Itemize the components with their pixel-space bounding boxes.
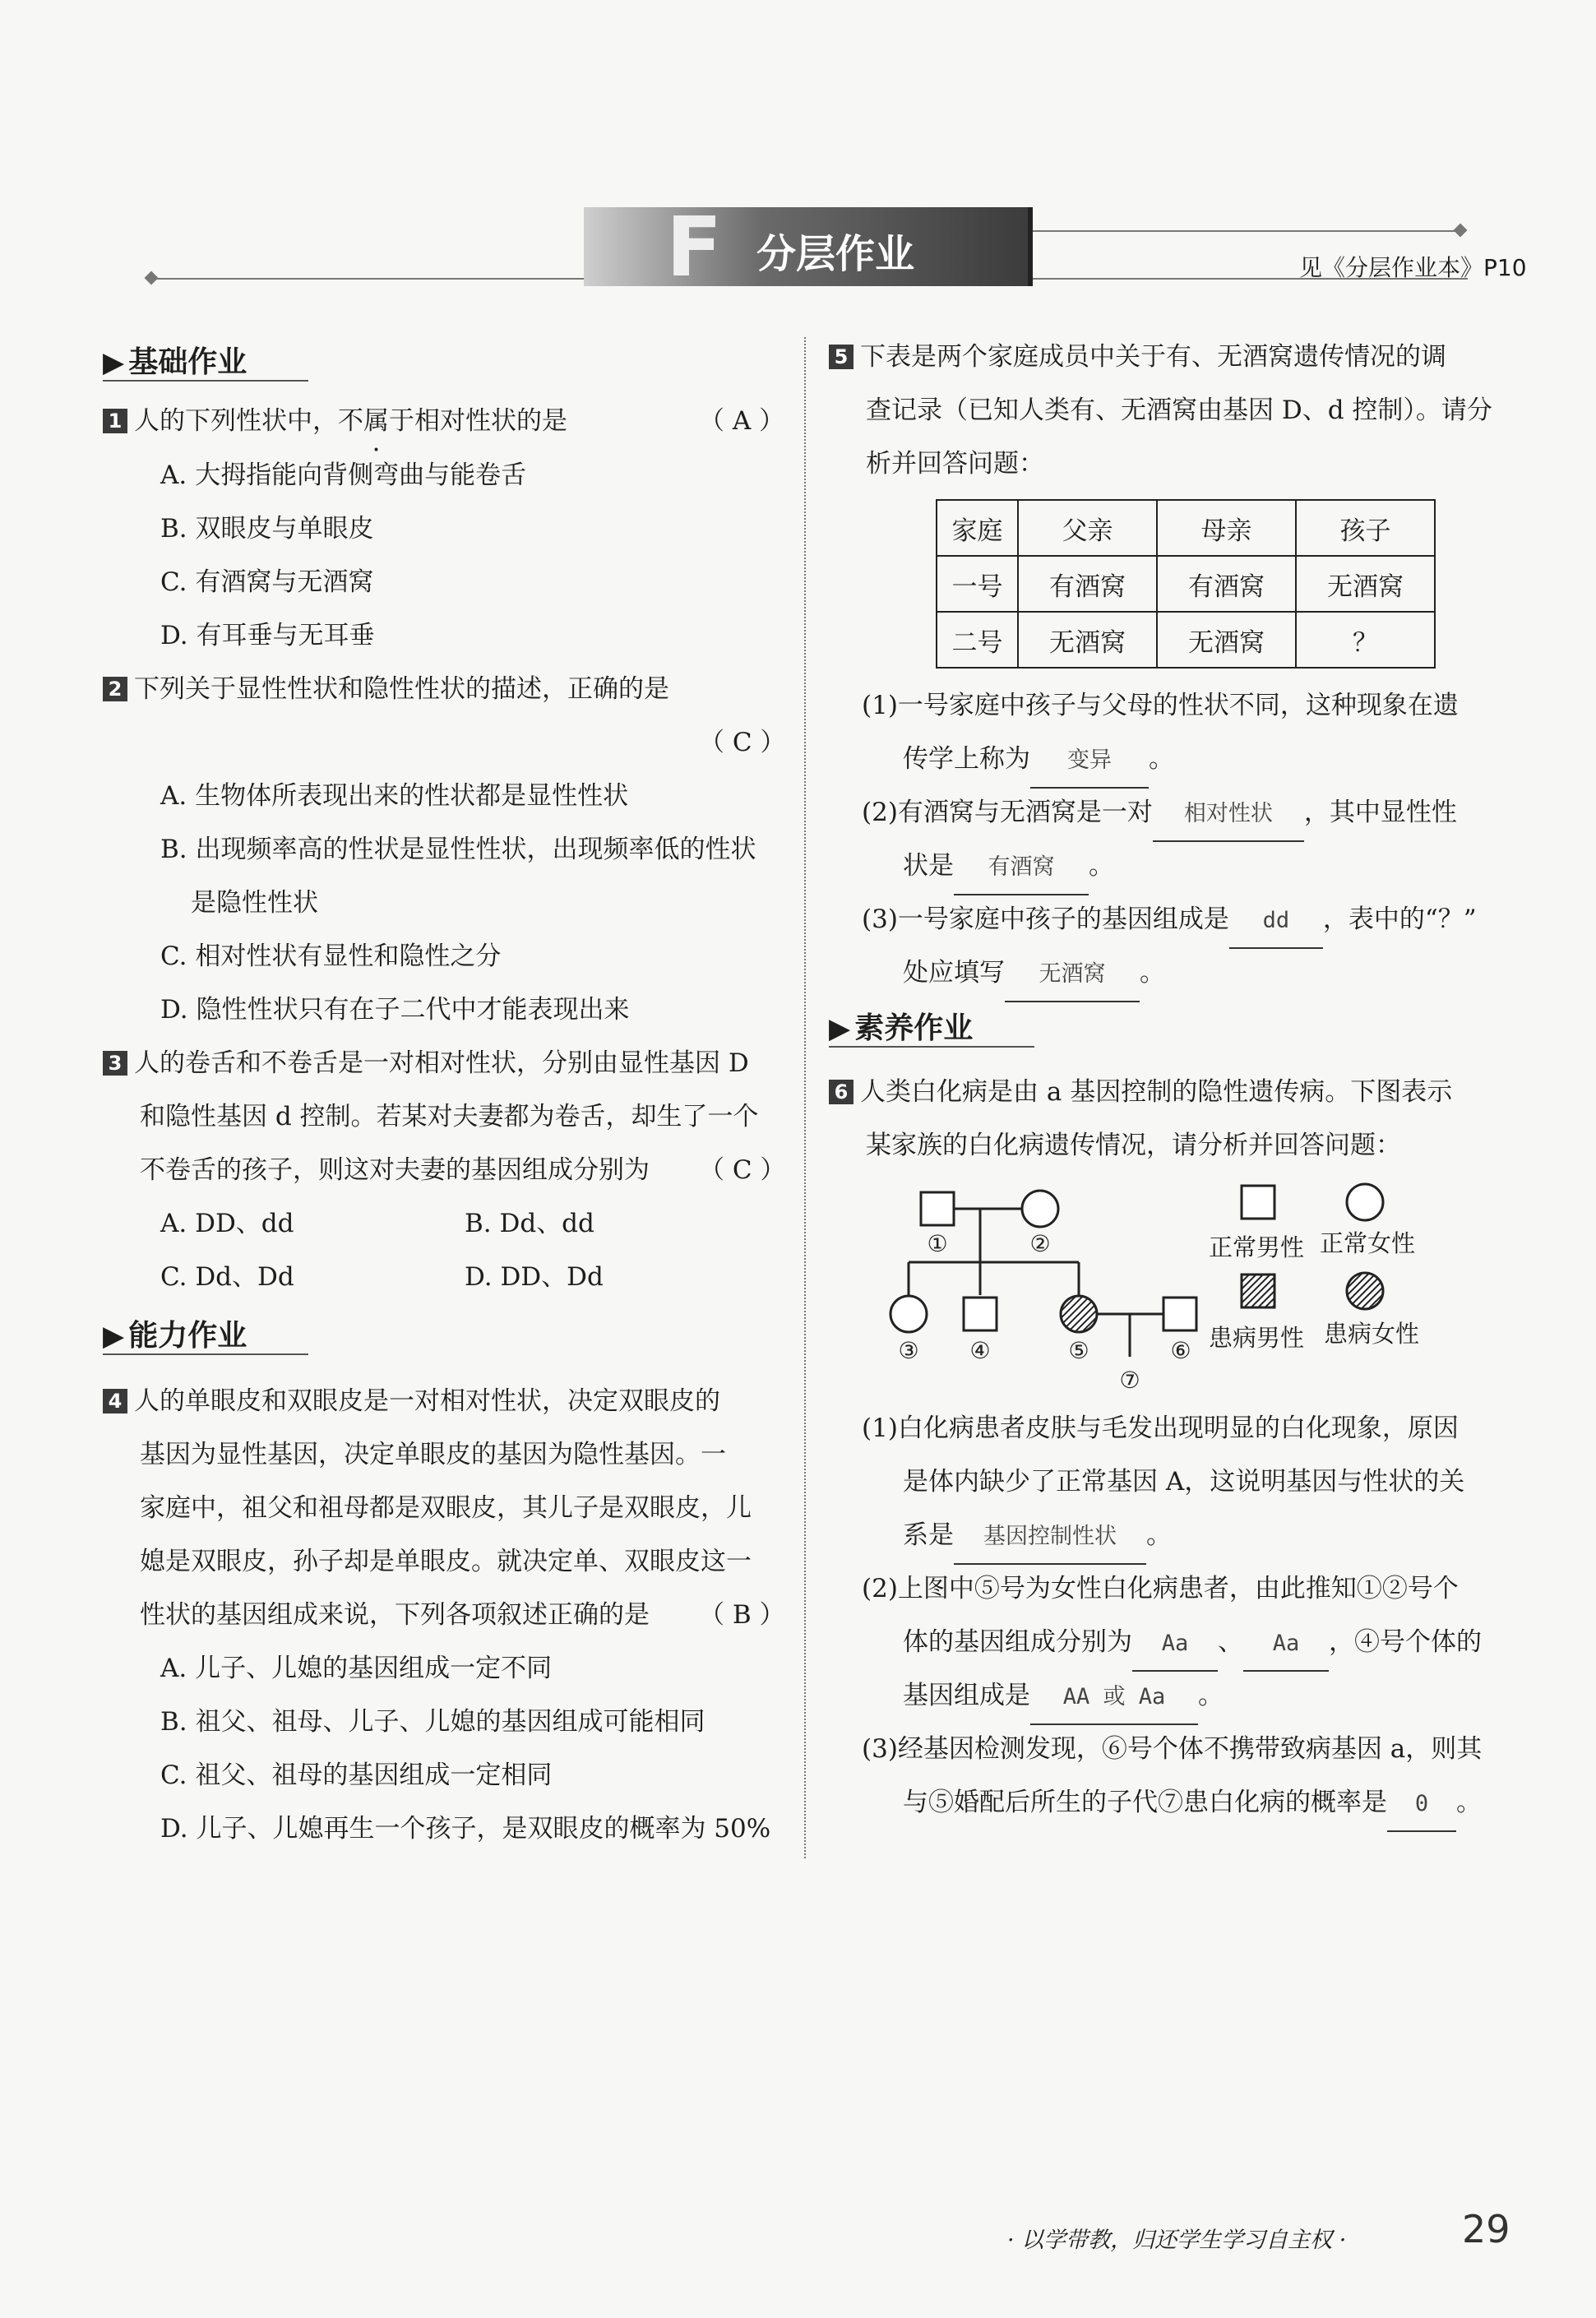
q4-stem-4: 媳是双眼皮，孙子却是单眼皮。就决定单、双眼皮这一 xyxy=(140,1547,752,1576)
q1-option-c: C. 有酒窝与无酒窝 xyxy=(160,567,374,597)
q1-answer: （ A ） xyxy=(699,406,785,436)
q5-sub1-line2: 传学上称为 变异 。 xyxy=(903,733,1174,789)
answer-variation: 变异 xyxy=(1030,734,1149,789)
q4-option-b: B. 祖父、祖母、儿子、儿媳的基因组成可能相同 xyxy=(160,1707,705,1737)
q5-sub1-line1: (1)一号家庭中孩子与父母的性状不同，这种现象在遗 xyxy=(862,691,1459,720)
dimple-table xyxy=(936,499,1436,669)
table-cell: 无酒窝 xyxy=(1018,612,1157,668)
q4-option-c: C. 祖父、祖母的基因组成一定相同 xyxy=(160,1760,553,1790)
q2-option-b: B. 出现频率高的性状是显性性状，出现频率低的性状 xyxy=(160,835,756,864)
section-literacy xyxy=(829,1005,973,1048)
q3-stem-3: 不卷舌的孩子，则这对夫妻的基因组成分别为 xyxy=(140,1155,650,1185)
header-line-right-dot xyxy=(1454,224,1468,238)
table-cell: 一号 xyxy=(937,556,1018,612)
q4-option-a: A. 儿子、儿媳的基因组成一定不同 xyxy=(160,1654,553,1683)
q5-stem-2: 查记录（已知人类有、无酒窝由基因 D、d 控制）。请分 xyxy=(866,396,1492,425)
q1-stem: 1 人的下列性状中，不属于相对性状的是 xyxy=(103,395,567,447)
answer-genotype-2: Aa xyxy=(1243,1617,1329,1672)
q1-option-b: B. 双眼皮与单眼皮 xyxy=(160,514,374,544)
q6-sub2-line3: 基因组成是 AA 或 Aa 。 xyxy=(903,1669,1224,1725)
q4-option-d: D. 儿子、儿媳再生一个孩子，是双眼皮的概率为 50% xyxy=(160,1814,771,1844)
column-divider xyxy=(804,337,806,1858)
arrow-icon: ▶ xyxy=(103,346,125,379)
q2-stem: 2 下列关于显性性状和隐性性状的描述，正确的是 xyxy=(103,663,669,715)
q4-stem-2: 基因为显性基因，决定单眼皮的基因为隐性基因。一 xyxy=(140,1440,726,1469)
pedigree-label: ⑥ xyxy=(1170,1337,1191,1364)
q1-option-d: D. 有耳垂与无耳垂 xyxy=(160,621,375,650)
pedigree-label: ② xyxy=(1029,1230,1051,1257)
table-row xyxy=(937,556,1435,612)
table-cell: ？ xyxy=(1296,612,1435,668)
q5-stem-1: 5 下表是两个家庭成员中关于有、无酒窝遗传情况的调 xyxy=(829,331,1446,383)
q3-answer: （ C ） xyxy=(699,1155,786,1185)
q5-sub3-line2: 处应填写 无酒窝 。 xyxy=(903,946,1165,1002)
q2-option-d: D. 隐性性状只有在子二代中才能表现出来 xyxy=(160,995,630,1025)
q6-stem-2: 某家族的白化病遗传情况，请分析并回答问题： xyxy=(866,1131,1401,1160)
q5-sub2-line1: (2)有酒窝与无酒窝是一对 相对性状 ，其中显性性 xyxy=(862,786,1457,842)
q3-number: 3 xyxy=(103,1051,127,1076)
legend-affected-male: 患病男性 xyxy=(1209,1324,1305,1352)
legend-normal-male: 正常男性 xyxy=(1209,1233,1305,1261)
pedigree-label: ① xyxy=(927,1230,948,1257)
q6-sub1-line1: (1)白化病患者皮肤与毛发出现明显的白化现象，原因 xyxy=(862,1413,1459,1443)
q6-number: 6 xyxy=(829,1080,854,1104)
banner xyxy=(584,199,1033,295)
q5-sub2-line2: 状是 有酒窝 。 xyxy=(903,840,1114,895)
table-cell: 有酒窝 xyxy=(1157,556,1296,612)
q2-answer: （ C ） xyxy=(699,728,786,757)
answer-genotype: dd xyxy=(1229,895,1323,949)
legend-normal-male-icon xyxy=(1242,1186,1274,1219)
pedigree-female-affected xyxy=(1061,1296,1097,1332)
q4-stem-3: 家庭中，祖父和祖母都是双眼皮，其儿子是双眼皮，儿 xyxy=(140,1493,752,1523)
q2-option-a: A. 生物体所表现出来的性状都是显性性状 xyxy=(160,781,629,811)
section-literacy-title: 素养作业 xyxy=(854,1011,974,1045)
section-basic xyxy=(103,339,247,382)
table-cell: 无酒窝 xyxy=(1157,612,1296,668)
pedigree-label: ⑦ xyxy=(1119,1367,1140,1394)
q1-number: 1 xyxy=(103,409,127,433)
q6-sub2-line2: 体的基因组成分别为 Aa 、 Aa ，④号个体的 xyxy=(903,1616,1482,1672)
q5-stem-3: 析并回答问题： xyxy=(866,449,1044,479)
header-line-upper xyxy=(1028,230,1455,232)
table-header: 母亲 xyxy=(1157,500,1296,556)
pedigree-female-normal xyxy=(891,1296,927,1332)
q4-stem-5: 性状的基因组成来说，下列各项叙述正确的是 xyxy=(140,1600,650,1630)
pedigree-male-normal xyxy=(1163,1298,1196,1330)
answer-question-mark: 无酒窝 xyxy=(1005,948,1140,1002)
pedigree-label: ④ xyxy=(969,1337,991,1364)
q6-sub2-line1: (2)上图中⑤号为女性白化病患者，由此推知①②号个 xyxy=(862,1574,1459,1603)
table-cell: 有酒窝 xyxy=(1018,556,1157,612)
banner-title: 分层作业 xyxy=(756,231,915,277)
table-row xyxy=(937,612,1435,668)
q3-option-a: A. DD、dd xyxy=(160,1209,294,1238)
q6-sub3-line2: 与⑤婚配后所生的子代⑦患白化病的概率是 0 。 xyxy=(903,1776,1482,1832)
q1-option-a: A. 大拇指能向背侧弯曲与能卷舌 xyxy=(160,460,527,490)
answer-probability: 0 xyxy=(1387,1778,1456,1832)
arrow-icon: ▶ xyxy=(103,1320,125,1353)
page-number: 29 xyxy=(1462,2207,1510,2251)
q2-option-b-cont: 是隐性性状 xyxy=(191,888,318,918)
table-header: 父亲 xyxy=(1018,500,1157,556)
arrow-icon: ▶ xyxy=(829,1012,851,1045)
q5-number: 5 xyxy=(829,345,854,369)
q2-option-c: C. 相对性状有显性和隐性之分 xyxy=(160,942,502,971)
q3-stem-2: 和隐性基因 d 控制。若某对夫妻都为卷舌，却生了一个 xyxy=(140,1102,759,1131)
answer-dominant: 有酒窝 xyxy=(954,841,1089,895)
pedigree-female-normal xyxy=(1022,1191,1058,1227)
answer-genotype-1: Aa xyxy=(1132,1617,1218,1672)
pedigree-male-normal xyxy=(921,1192,954,1225)
section-basic-title: 基础作业 xyxy=(128,345,247,379)
table-cell: 无酒窝 xyxy=(1296,556,1435,612)
q3-stem-1: 3 人的卷舌和不卷舌是一对相对性状，分别由显性基因 D xyxy=(103,1037,749,1090)
table-header: 孩子 xyxy=(1296,500,1435,556)
answer-gene-trait: 基因控制性状 xyxy=(954,1511,1146,1565)
legend-affected-male-icon xyxy=(1242,1275,1274,1307)
workbook-reference: 见《分层作业本》P10 xyxy=(1299,254,1527,281)
q5-sub3-line1: (3)一号家庭中孩子的基因组成是 dd ，表中的“？” xyxy=(862,893,1477,949)
q6-sub3-line1: (3)经基因检测发现，⑥号个体不携带致病基因 a，则其 xyxy=(862,1734,1483,1764)
q4-stem-1: 4 人的单眼皮和双眼皮是一对相对性状，决定双眼皮的 xyxy=(103,1375,720,1427)
section-ability-title: 能力作业 xyxy=(128,1319,247,1353)
q4-answer: （ B ） xyxy=(699,1600,785,1630)
table-cell: 二号 xyxy=(937,612,1018,668)
footer-slogan: · 以学带教，归还学生学习自主权 · xyxy=(1007,2228,1347,2253)
answer-relative-trait: 相对性状 xyxy=(1153,788,1304,842)
pedigree-chart xyxy=(888,1176,1233,1414)
banner-letter: F xyxy=(666,199,723,295)
q6-sub1-line3: 系是 基因控制性状 。 xyxy=(903,1509,1172,1565)
q2-number: 2 xyxy=(103,677,127,701)
q6-stem-1: 6 人类白化病是由 a 基因控制的隐性遗传病。下图表示 xyxy=(829,1066,1452,1118)
pedigree-male-normal xyxy=(964,1298,997,1330)
header-line-left-dot xyxy=(145,271,159,285)
legend-affected-female-icon xyxy=(1347,1273,1383,1309)
legend-normal-female-icon xyxy=(1347,1184,1383,1220)
q1-emphasis: 不属于 xyxy=(338,406,414,436)
pedigree-label: ③ xyxy=(898,1337,919,1364)
legend-normal-female: 正常女性 xyxy=(1320,1229,1416,1257)
section-ability xyxy=(103,1312,247,1355)
q3-option-c: C. Dd、Dd xyxy=(160,1262,294,1292)
legend-affected-female: 患病女性 xyxy=(1324,1320,1420,1348)
table-header: 家庭 xyxy=(937,500,1018,556)
answer-genotype-4: AA 或 Aa xyxy=(1030,1671,1198,1725)
q3-option-b: B. Dd、dd xyxy=(465,1209,594,1238)
table-header-row xyxy=(937,500,1435,556)
q6-sub1-line2: 是体内缺少了正常基因 A，这说明基因与性状的关 xyxy=(903,1467,1465,1497)
q4-number: 4 xyxy=(103,1389,127,1413)
pedigree-label: ⑤ xyxy=(1068,1337,1089,1364)
q3-option-d: D. DD、Dd xyxy=(465,1262,604,1292)
